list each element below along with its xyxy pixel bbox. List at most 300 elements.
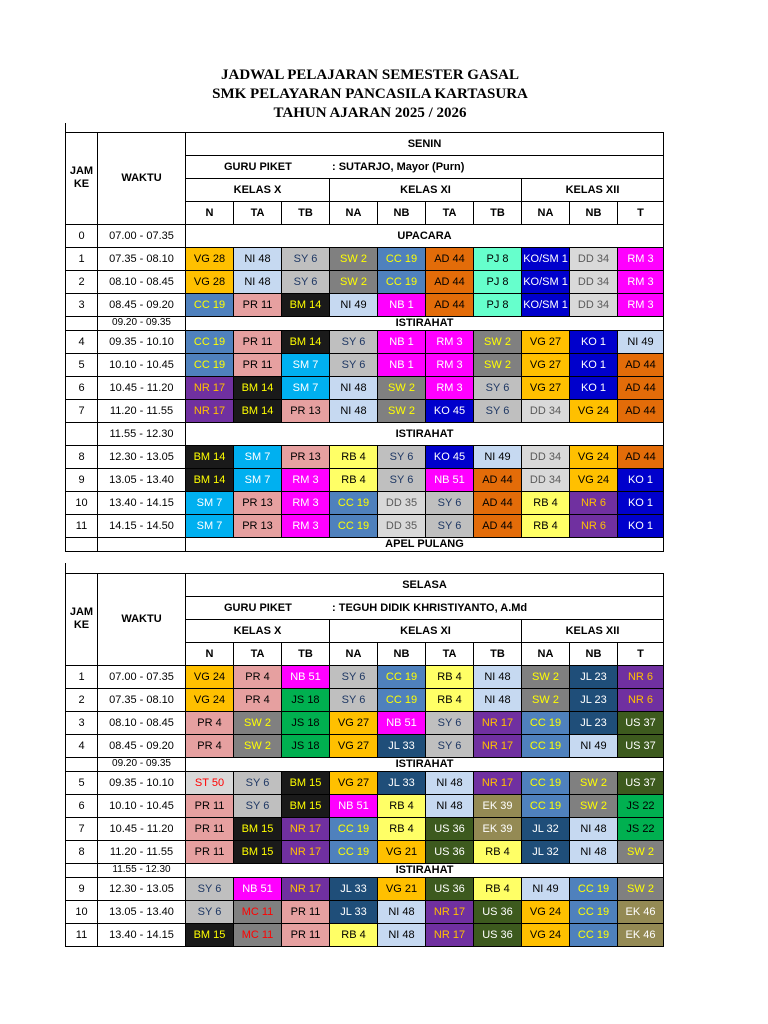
table-row	[66, 734, 664, 757]
subject-cell: BM 15	[282, 771, 330, 794]
class-column-header: TA	[234, 201, 282, 224]
subject-cell: NR 17	[474, 711, 522, 734]
subject-cell: SW 2	[234, 734, 282, 757]
kelas-xi-header: KELAS XI	[330, 178, 522, 201]
subject-cell: SW 2	[378, 376, 426, 399]
subject-cell: BM 14	[234, 376, 282, 399]
waktu-cell: 07.35 - 08.10	[98, 247, 186, 270]
table-row	[66, 330, 664, 353]
jam-cell: 10	[66, 900, 98, 923]
subject-cell: PR 13	[282, 399, 330, 422]
class-column-header: TA	[426, 642, 474, 665]
jam-cell: 9	[66, 877, 98, 900]
title-line-1: JADWAL PELAJARAN SEMESTER GASAL	[221, 67, 519, 83]
subject-cell: NR 17	[426, 923, 474, 946]
subject-cell: NI 48	[426, 794, 474, 817]
subject-cell: US 37	[618, 771, 664, 794]
waktu-cell: 14.15 - 14.50	[98, 514, 186, 537]
subject-cell: PR 13	[234, 514, 282, 537]
subject-cell: SY 6	[426, 514, 474, 537]
table-row	[66, 771, 664, 794]
subject-cell: BM 15	[234, 817, 282, 840]
class-column-header: T	[618, 201, 664, 224]
subject-cell: US 37	[618, 734, 664, 757]
table-row	[66, 900, 664, 923]
subject-cell: CC 19	[330, 491, 378, 514]
subject-cell: US 36	[426, 840, 474, 863]
subject-cell: VG 28	[186, 247, 234, 270]
subject-cell: NB 51	[426, 468, 474, 491]
subject-cell: PR 11	[234, 293, 282, 316]
subject-cell: PR 11	[234, 353, 282, 376]
subject-cell: SW 2	[522, 688, 570, 711]
waktu-cell: 11.55 - 12.30	[98, 422, 186, 445]
jam-cell	[66, 316, 98, 330]
subject-cell: JL 23	[570, 688, 618, 711]
subject-cell: JS 22	[618, 817, 664, 840]
subject-cell: JS 22	[618, 794, 664, 817]
subject-cell: JL 33	[378, 734, 426, 757]
subject-cell: BM 14	[282, 330, 330, 353]
subject-cell: BM 15	[282, 794, 330, 817]
subject-cell: NR 6	[570, 491, 618, 514]
subject-cell: RB 4	[330, 923, 378, 946]
subject-cell: PR 4	[186, 734, 234, 757]
subject-cell: SY 6	[186, 877, 234, 900]
title-line-3: TAHUN AJARAN 2025 / 2026	[273, 105, 467, 121]
subject-cell: CC 19	[570, 923, 618, 946]
jam-cell	[66, 863, 98, 877]
subject-cell: CC 19	[522, 794, 570, 817]
jam-cell: 8	[66, 445, 98, 468]
subject-cell: NR 17	[186, 399, 234, 422]
kelas-x-header: KELAS X	[186, 619, 330, 642]
table-row	[66, 491, 664, 514]
table-row	[66, 817, 664, 840]
subject-cell: JL 33	[330, 900, 378, 923]
subject-cell: JL 23	[570, 665, 618, 688]
subject-cell: SM 7	[234, 445, 282, 468]
table-row	[66, 665, 664, 688]
jam-cell: 0	[66, 224, 98, 247]
table-row	[66, 514, 664, 537]
subject-cell: NI 49	[330, 293, 378, 316]
subject-cell: RM 3	[282, 491, 330, 514]
jam-cell: 4	[66, 734, 98, 757]
subject-cell: SY 6	[186, 900, 234, 923]
subject-cell: NI 49	[474, 445, 522, 468]
table-row	[66, 270, 664, 293]
subject-cell: SY 6	[426, 491, 474, 514]
subject-cell: NR 17	[282, 840, 330, 863]
guru-piket-row	[186, 155, 664, 178]
subject-cell: RB 4	[522, 514, 570, 537]
table-row	[66, 794, 664, 817]
subject-cell: NI 48	[378, 900, 426, 923]
selasa-schedule-table	[65, 563, 664, 947]
subject-cell: NI 48	[330, 399, 378, 422]
subject-cell: PR 11	[186, 817, 234, 840]
subject-cell: SY 6	[330, 688, 378, 711]
guru-piket-label: GURU PIKET	[224, 601, 292, 614]
subject-cell: RB 4	[474, 877, 522, 900]
class-column-header: TA	[234, 642, 282, 665]
jam-cell: 9	[66, 468, 98, 491]
subject-cell: KO 1	[618, 491, 664, 514]
subject-cell: NB 51	[378, 711, 426, 734]
break-label: UPACARA	[186, 224, 664, 247]
subject-cell: SW 2	[378, 399, 426, 422]
waktu-cell: 09.20 - 09.35	[98, 757, 186, 771]
waktu-cell: 07.00 - 07.35	[98, 224, 186, 247]
subject-cell: SW 2	[618, 877, 664, 900]
jam-cell: 1	[66, 247, 98, 270]
subject-cell: KO/SM 1	[522, 270, 570, 293]
subject-cell: CC 19	[378, 688, 426, 711]
subject-cell: NB 1	[378, 353, 426, 376]
table-row	[66, 468, 664, 491]
subject-cell: SW 2	[618, 840, 664, 863]
subject-cell: JL 33	[330, 877, 378, 900]
waktu-cell: 09.35 - 10.10	[98, 771, 186, 794]
subject-cell: CC 19	[378, 270, 426, 293]
table-row	[66, 224, 664, 247]
subject-cell: PR 11	[282, 923, 330, 946]
subject-cell: US 36	[426, 877, 474, 900]
subject-cell: PR 4	[186, 711, 234, 734]
subject-cell: VG 24	[186, 665, 234, 688]
class-column-header: NA	[522, 642, 570, 665]
subject-cell: JL 33	[378, 771, 426, 794]
subject-cell: BM 15	[186, 923, 234, 946]
subject-cell: NI 48	[234, 247, 282, 270]
subject-cell: SY 6	[330, 665, 378, 688]
subject-cell: SW 2	[522, 665, 570, 688]
subject-cell: DD 34	[570, 270, 618, 293]
waktu-header: WAKTU	[98, 573, 186, 665]
subject-cell: CC 19	[570, 877, 618, 900]
subject-cell: JS 18	[282, 688, 330, 711]
subject-cell: PR 11	[282, 900, 330, 923]
subject-cell: KO 1	[570, 376, 618, 399]
subject-cell: PJ 8	[474, 270, 522, 293]
jam-cell: 4	[66, 330, 98, 353]
subject-cell: KO 1	[570, 330, 618, 353]
table-row	[66, 293, 664, 316]
table-row	[66, 422, 664, 445]
subject-cell: MC 11	[234, 900, 282, 923]
waktu-cell: 09.35 - 10.10	[98, 330, 186, 353]
jam-cell: 10	[66, 491, 98, 514]
jam-cell: 5	[66, 353, 98, 376]
waktu-cell: 07.00 - 07.35	[98, 665, 186, 688]
class-column-header: TA	[426, 201, 474, 224]
subject-cell: VG 21	[378, 840, 426, 863]
subject-cell: RB 4	[330, 468, 378, 491]
class-column-header: N	[186, 201, 234, 224]
subject-cell: VG 24	[570, 399, 618, 422]
subject-cell: SY 6	[330, 330, 378, 353]
table-row	[66, 757, 664, 771]
subject-cell: RM 3	[618, 270, 664, 293]
guru-piket-name: : TEGUH DIDIK KHRISTIYANTO, A.Md	[332, 601, 528, 614]
class-column-header: N	[186, 642, 234, 665]
subject-cell: AD 44	[426, 270, 474, 293]
subject-cell: DD 34	[522, 399, 570, 422]
break-label: ISTIRAHAT	[186, 422, 664, 445]
subject-cell: SY 6	[474, 399, 522, 422]
subject-cell: RB 4	[330, 445, 378, 468]
break-label: ISTIRAHAT	[186, 316, 664, 330]
class-column-header: NB	[570, 201, 618, 224]
subject-cell: EK 46	[618, 900, 664, 923]
subject-cell: SY 6	[426, 711, 474, 734]
subject-cell: NR 6	[570, 514, 618, 537]
subject-cell: PR 13	[282, 445, 330, 468]
subject-cell: SM 7	[186, 514, 234, 537]
subject-cell: RM 3	[282, 514, 330, 537]
subject-cell: JS 18	[282, 711, 330, 734]
subject-cell: SY 6	[234, 771, 282, 794]
subject-cell: CC 19	[522, 711, 570, 734]
subject-cell: VG 21	[378, 877, 426, 900]
subject-cell: BM 15	[234, 840, 282, 863]
subject-cell: DD 35	[378, 491, 426, 514]
subject-cell: SY 6	[378, 468, 426, 491]
jam-cell: 2	[66, 270, 98, 293]
subject-cell: NB 51	[234, 877, 282, 900]
subject-cell: EK 46	[618, 923, 664, 946]
waktu-cell: 12.30 - 13.05	[98, 877, 186, 900]
subject-cell: EK 39	[474, 794, 522, 817]
subject-cell: JS 18	[282, 734, 330, 757]
subject-cell: NB 1	[378, 330, 426, 353]
subject-cell: AD 44	[618, 353, 664, 376]
class-column-header: T	[618, 642, 664, 665]
table-row	[66, 923, 664, 946]
waktu-cell: 13.40 - 14.15	[98, 923, 186, 946]
table-row	[66, 445, 664, 468]
jam-cell: 7	[66, 817, 98, 840]
subject-cell: KO 1	[618, 468, 664, 491]
jam-cell: 2	[66, 688, 98, 711]
subject-cell: CC 19	[186, 330, 234, 353]
subject-cell: SW 2	[330, 247, 378, 270]
subject-cell: ST 50	[186, 771, 234, 794]
subject-cell: SY 6	[282, 247, 330, 270]
subject-cell: RM 3	[426, 353, 474, 376]
subject-cell: VG 27	[522, 353, 570, 376]
subject-cell: SW 2	[570, 771, 618, 794]
subject-cell: CC 19	[378, 247, 426, 270]
subject-cell: RB 4	[378, 794, 426, 817]
subject-cell: NB 51	[282, 665, 330, 688]
waktu-cell: 13.05 - 13.40	[98, 468, 186, 491]
jam-cell: 11	[66, 923, 98, 946]
break-label: ISTIRAHAT	[186, 757, 664, 771]
waktu-cell: 08.45 - 09.20	[98, 293, 186, 316]
subject-cell: NI 48	[570, 817, 618, 840]
subject-cell: AD 44	[474, 468, 522, 491]
subject-cell: VG 27	[330, 734, 378, 757]
subject-cell: AD 44	[474, 514, 522, 537]
kelas-xii-header: KELAS XII	[522, 619, 664, 642]
subject-cell: PR 4	[234, 688, 282, 711]
day-header: SENIN	[186, 132, 664, 155]
subject-cell: CC 19	[378, 665, 426, 688]
waktu-cell: 13.05 - 13.40	[98, 900, 186, 923]
subject-cell: KO/SM 1	[522, 247, 570, 270]
waktu-cell	[98, 537, 186, 551]
subject-cell: NR 17	[186, 376, 234, 399]
subject-cell: DD 34	[522, 468, 570, 491]
senin-schedule-table	[65, 123, 664, 552]
class-column-header: TB	[474, 201, 522, 224]
subject-cell: NR 6	[618, 688, 664, 711]
subject-cell: NI 48	[474, 665, 522, 688]
subject-cell: VG 24	[522, 923, 570, 946]
waktu-cell: 13.40 - 14.15	[98, 491, 186, 514]
waktu-cell: 08.10 - 08.45	[98, 711, 186, 734]
day-header: SELASA	[186, 573, 664, 596]
subject-cell: VG 24	[570, 445, 618, 468]
class-column-header: NB	[378, 642, 426, 665]
subject-cell: DD 34	[570, 247, 618, 270]
jam-ke-header: JAM KE	[66, 573, 98, 665]
subject-cell: SM 7	[282, 376, 330, 399]
subject-cell: SY 6	[378, 445, 426, 468]
subject-cell: KO 45	[426, 445, 474, 468]
subject-cell: RM 3	[426, 330, 474, 353]
jam-cell: 3	[66, 293, 98, 316]
table-row	[66, 711, 664, 734]
subject-cell: SW 2	[330, 270, 378, 293]
subject-cell: KO 45	[426, 399, 474, 422]
subject-cell: RB 4	[522, 491, 570, 514]
subject-cell: PR 11	[186, 840, 234, 863]
subject-cell: PR 11	[186, 794, 234, 817]
subject-cell: PJ 8	[474, 247, 522, 270]
class-column-header: TB	[474, 642, 522, 665]
subject-cell: RB 4	[426, 688, 474, 711]
jam-cell: 11	[66, 514, 98, 537]
subject-cell: SY 6	[234, 794, 282, 817]
subject-cell: JL 32	[522, 840, 570, 863]
jam-cell: 6	[66, 376, 98, 399]
class-column-header: TB	[282, 642, 330, 665]
table-row	[66, 863, 664, 877]
subject-cell: NI 48	[234, 270, 282, 293]
subject-cell: NI 48	[426, 771, 474, 794]
jam-cell: 6	[66, 794, 98, 817]
subject-cell: AD 44	[426, 247, 474, 270]
subject-cell: SY 6	[474, 376, 522, 399]
subject-cell: RM 3	[282, 468, 330, 491]
subject-cell: VG 24	[570, 468, 618, 491]
subject-cell: RB 4	[474, 840, 522, 863]
subject-cell: CC 19	[570, 900, 618, 923]
jam-cell	[66, 757, 98, 771]
subject-cell: NB 1	[378, 293, 426, 316]
subject-cell: CC 19	[522, 734, 570, 757]
jam-cell	[66, 537, 98, 551]
waktu-cell: 07.35 - 08.10	[98, 688, 186, 711]
subject-cell: BM 14	[186, 468, 234, 491]
waktu-cell: 09.20 - 09.35	[98, 316, 186, 330]
class-column-header: NB	[378, 201, 426, 224]
table-row	[66, 840, 664, 863]
subject-cell: NR 17	[282, 817, 330, 840]
subject-cell: SM 7	[234, 468, 282, 491]
subject-cell: RB 4	[426, 665, 474, 688]
kelas-xii-header: KELAS XII	[522, 178, 664, 201]
subject-cell: SY 6	[426, 734, 474, 757]
jam-cell: 5	[66, 771, 98, 794]
subject-cell: US 36	[474, 900, 522, 923]
subject-cell: VG 27	[330, 771, 378, 794]
class-column-header: NB	[570, 642, 618, 665]
subject-cell: AD 44	[618, 399, 664, 422]
jam-ke-header: JAM KE	[66, 132, 98, 224]
subject-cell: RM 3	[618, 247, 664, 270]
subject-cell: VG 24	[186, 688, 234, 711]
class-column-header: TB	[282, 201, 330, 224]
jam-cell: 7	[66, 399, 98, 422]
subject-cell: NI 48	[570, 840, 618, 863]
subject-cell: VG 24	[522, 900, 570, 923]
subject-cell: PR 4	[234, 665, 282, 688]
class-column-header: NA	[330, 642, 378, 665]
subject-cell: NI 48	[474, 688, 522, 711]
subject-cell: PR 11	[234, 330, 282, 353]
break-label: ISTIRAHAT	[186, 863, 664, 877]
subject-cell: US 36	[426, 817, 474, 840]
guru-piket-name: : SUTARJO, Mayor (Purn)	[332, 160, 465, 173]
subject-cell: AD 44	[618, 376, 664, 399]
subject-cell: VG 27	[522, 330, 570, 353]
subject-cell: JL 23	[570, 711, 618, 734]
subject-cell: SW 2	[474, 330, 522, 353]
waktu-cell: 11.20 - 11.55	[98, 840, 186, 863]
class-column-header: NA	[330, 201, 378, 224]
subject-cell: BM 14	[234, 399, 282, 422]
subject-cell: AD 44	[426, 293, 474, 316]
subject-cell: PJ 8	[474, 293, 522, 316]
subject-cell: SW 2	[474, 353, 522, 376]
subject-cell: SW 2	[234, 711, 282, 734]
jam-cell: 3	[66, 711, 98, 734]
subject-cell: RM 3	[618, 293, 664, 316]
subject-cell: JL 32	[522, 817, 570, 840]
subject-cell: CC 19	[330, 817, 378, 840]
jam-cell	[66, 422, 98, 445]
subject-cell: RM 3	[426, 376, 474, 399]
table-row	[66, 247, 664, 270]
subject-cell: NI 49	[570, 734, 618, 757]
waktu-cell: 10.10 - 10.45	[98, 794, 186, 817]
subject-cell: AD 44	[618, 445, 664, 468]
subject-cell: SY 6	[330, 353, 378, 376]
subject-cell: BM 14	[282, 293, 330, 316]
subject-cell: RB 4	[378, 817, 426, 840]
kelas-x-header: KELAS X	[186, 178, 330, 201]
subject-cell: KO/SM 1	[522, 293, 570, 316]
waktu-header: WAKTU	[98, 132, 186, 224]
subject-cell: US 36	[474, 923, 522, 946]
subject-cell: NR 17	[282, 877, 330, 900]
subject-cell: VG 27	[330, 711, 378, 734]
waktu-cell: 10.45 - 11.20	[98, 817, 186, 840]
